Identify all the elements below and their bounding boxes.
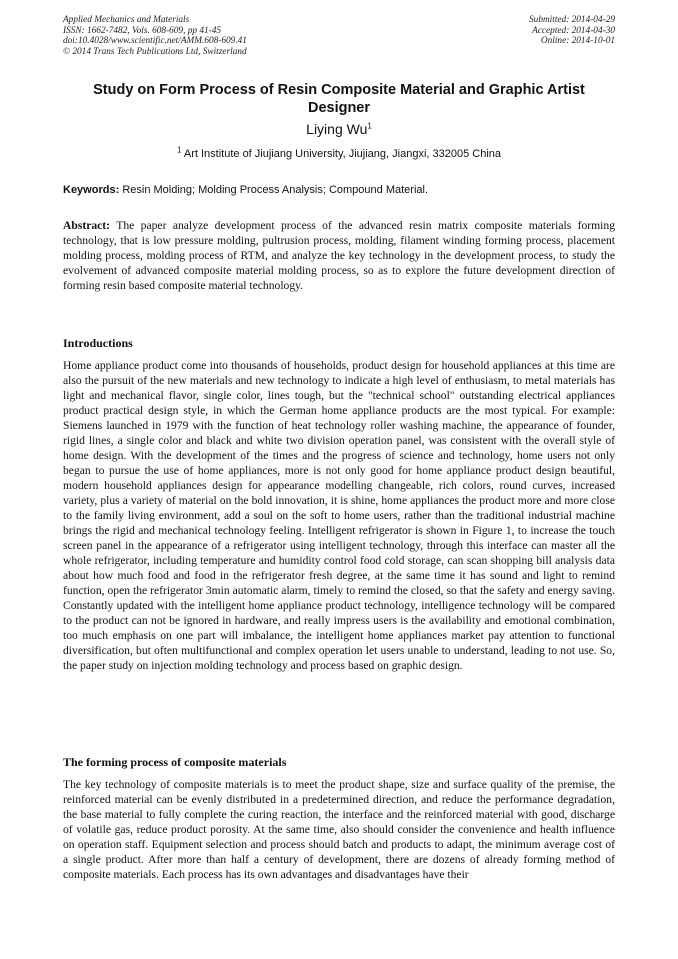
affiliation bbox=[63, 147, 615, 161]
keywords bbox=[63, 183, 615, 197]
keywords-label: Keywords: bbox=[63, 184, 120, 196]
section-heading-introductions: Introductions bbox=[63, 336, 133, 350]
section-heading-forming-process: The forming process of composite materials bbox=[63, 755, 287, 769]
affiliation-mark: 1 bbox=[176, 145, 182, 155]
submitted-date: Submitted: 2014-04-29 bbox=[529, 15, 615, 25]
issn-line: ISSN: 1662-7482, Vols. 608-609, pp 41-45 bbox=[63, 25, 222, 36]
affiliation-text: Art Institute of Jiujiang University, Jiujiang, Jiangxi, 332005 China bbox=[183, 148, 502, 160]
abstract-label: Abstract: bbox=[63, 219, 111, 232]
doi-line: doi:10.4028/www.scientific.net/AMM.608-609.41 bbox=[63, 36, 247, 47]
author-line bbox=[63, 121, 615, 138]
online-date: Online: 2014-10-01 bbox=[540, 36, 615, 47]
copyright-line: © 2014 Trans Tech Publications Ltd, Switzerland bbox=[63, 46, 247, 57]
keywords-text: Resin Molding; Molding Process Analysis; Compound Material. bbox=[122, 184, 429, 196]
journal-header-right bbox=[529, 15, 615, 47]
journal-name: Applied Mechanics and Materials bbox=[63, 15, 190, 25]
paper-title: Study on Form Process of Resin Composite Material and Graphic Artist Designer bbox=[93, 82, 585, 116]
journal-header-left bbox=[63, 15, 247, 57]
author-affiliation-mark: 1 bbox=[367, 121, 372, 131]
section-body-introductions: Home appliance product come into thousands of households, product design for household appliances at this time are also the pursuit of the new materials and new technology to indicate a high level of enthusiasm, to metal materials has light and mechanical flavor, single color, lines tough, but the "technical school" outstanding electrical appliances product practical design style, in which the German home appliance products are the most typical. For example: Siemens launched in 1979 with the function of heat technology roller washing machine, the appearance of founder, rigid lines, a single color and black and white two division operation panel, was consistent with the overall style of home design. With the development of the times and the progress of science and technology, home users not only began to pursue the use of home appliances, more is not only good for home appliance product design beautiful, modern household appliances design for appearance modelling changeable, rich colors, round curves, increased variety, plus a variety of material on the bold innovation, it is shine, home appliances the product more and more close to the family living environment, add a soul on the soft to home users, rather than the traditional industrial machine brings the rigid and mechanical technology feeling. Intelligent refrigerator is shown in Figure 1, to increase the touch screen panel in the appearance of a refrigerator using intelligent technology, through this interface can master all the whole refrigerator, including temperature and humidity control food cold storage, can scan shopping bill analysis data about how much food and food in the refrigerator fresh degree, at the same time it has sound and light to remind function, open the refrigerator 3min automatic alarm, timely to remind the closed, so that the safety and energy saving. Constantly updated with the intelligent home appliance product technology, intelligence technology will be compared to the product can not be ignored in hardware, and really impress users is the availability and emotional combination, too much emphasis on one part will imbalance, the intelligent home appliances market pay attention to functional diversification, but often multifunctional and complex operation let users unable to understand, leading to not use. So, the paper study on injection molding technology and process based on graphic design. bbox=[63, 359, 615, 672]
author-name: Liying Wu bbox=[306, 121, 368, 137]
abstract-text: The paper analyze development process of the advanced resin matrix composite materials forming technology, that is low pressure molding, pultrusion process, molding, filament winding forming process, placement molding process, molding process of RTM, and analyze the key technology in the development process, to study the evolvement of advanced composite material molding process, so as to explore the future development direction of forming resin based composite material technology. bbox=[63, 219, 615, 292]
abstract bbox=[63, 218, 615, 293]
section-body-forming-process: The key technology of composite materials is to meet the product shape, size and surface quality of the premise, the reinforced material can be evenly distributed in a predetermined direction, and reduce the performance degradation, the base material to fully complete the curing reaction, the interface and the reinforced material with good, discharge of volatile gas, reduce product porosity. At the same time, also should consider the convenience and health influence on operation staff. Equipment selection and process should batch and products to adapt, the minimum average cost of a single product. After more than half a century of development, there are dozens of already forming method of composite materials. Each process has its own advantages and disadvantages have their bbox=[63, 778, 615, 881]
accepted-date: Accepted: 2014-04-30 bbox=[532, 25, 615, 36]
